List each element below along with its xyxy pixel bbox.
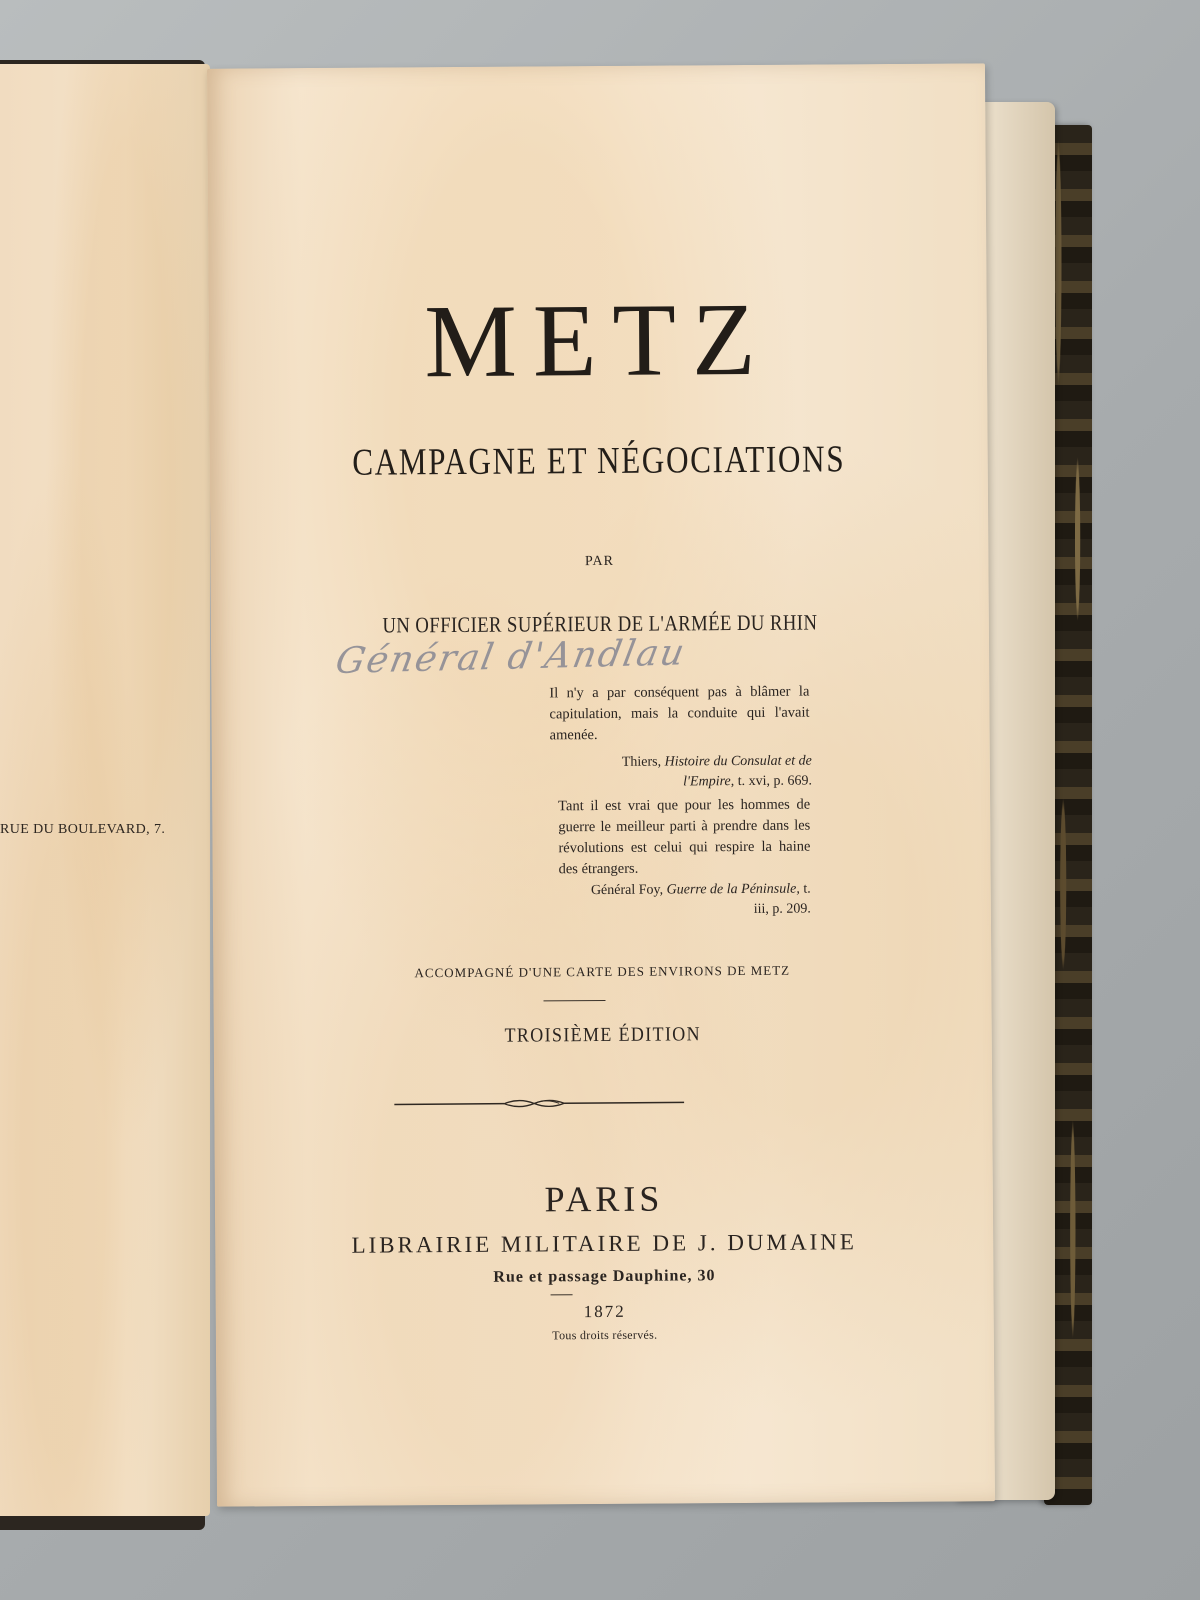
publication-year: 1872	[583, 1301, 626, 1322]
title-page	[207, 63, 995, 1506]
book-subtitle: CAMPAGNE ET NÉGOCIATIONS	[352, 438, 846, 484]
rights-notice: Tous droits réservés.	[552, 1327, 658, 1343]
publication-city: PARIS	[544, 1178, 664, 1220]
epigraph-1-author: Thiers,	[621, 754, 662, 770]
facing-page-text: RUE DU BOULEVARD, 7.	[0, 822, 166, 837]
facing-page	[0, 64, 210, 1516]
epigraph-2-work: Guerre de la Péninsule,	[666, 881, 800, 898]
divider-rule	[544, 1000, 606, 1001]
epigraph-1-citation	[597, 752, 812, 794]
by-line: PAR	[584, 553, 614, 570]
epigraph-1-work: Histoire du Consulat et de l'Empire,	[664, 753, 812, 790]
epigraph-2-text: Tant il est vrai que pour les hommes de guerre le meilleur parti à prendre dans les révolutions est celui qui respire la haine des étrangers.	[558, 796, 811, 878]
map-note: ACCOMPAGNÉ D'UNE CARTE DES ENVIRONS DE METZ	[414, 962, 791, 981]
epigraph-2-ref: t. iii, p. 209.	[753, 881, 811, 917]
small-rule	[551, 1294, 573, 1295]
publisher-name: LIBRAIRIE MILITAIRE DE J. DUMAINE	[351, 1229, 857, 1258]
book-title: METZ	[423, 281, 772, 400]
ornament-rule	[394, 1095, 684, 1111]
epigraph-2-citation	[583, 880, 811, 922]
epigraph-1-ref: t. xvi, p. 669.	[737, 773, 813, 790]
edition-line: TROISIÈME ÉDITION	[504, 1023, 702, 1047]
epigraph-2-author: Général Foy,	[590, 882, 664, 899]
handwritten-signature: Général d'Andlau	[332, 632, 690, 682]
publisher-address: Rue et passage Dauphine, 30	[493, 1267, 716, 1286]
epigraph-1-text: Il n'y a par conséquent pas à blâmer la capitulation, mais la conduite qui l'avait amenée.	[549, 683, 810, 744]
author-line: UN OFFICIER SUPÉRIEUR DE L'ARMÉE DU RHIN	[382, 609, 818, 638]
